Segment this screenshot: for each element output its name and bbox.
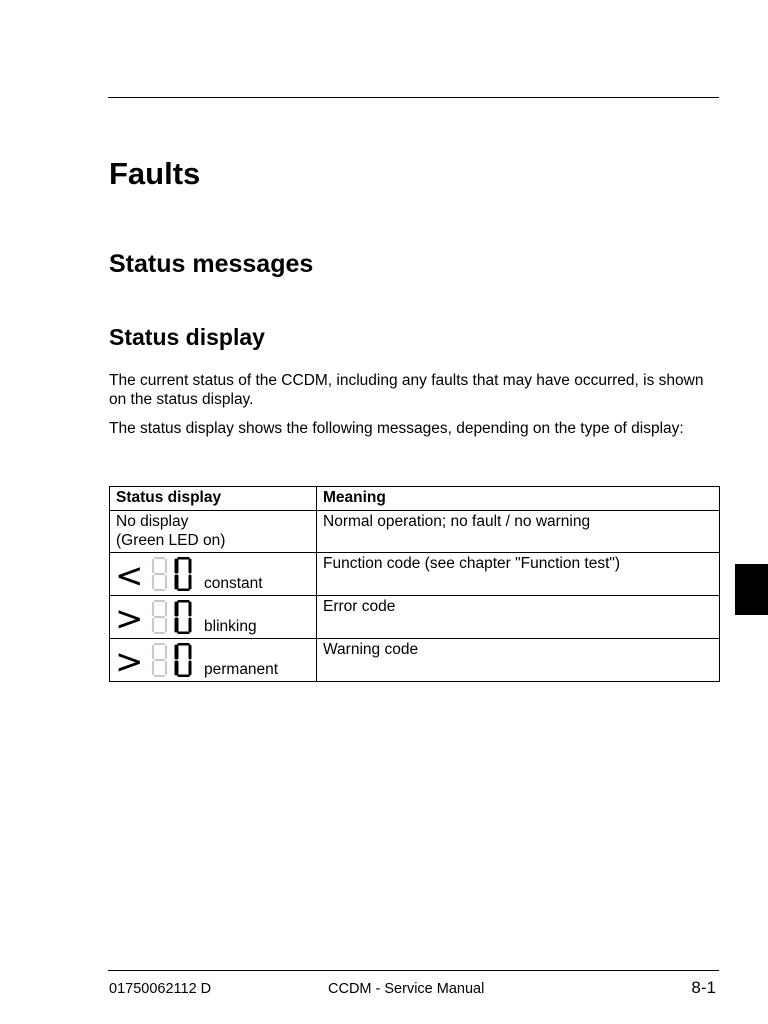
table-header-row <box>110 487 720 511</box>
intro-paragraph: The current status of the CCDM, including any faults that may have occurred, is shown on the status display. <box>109 372 704 408</box>
footer-doc-number: 01750062112 D <box>109 981 212 997</box>
status-cell <box>110 596 317 639</box>
seven-segment-display-icon <box>115 643 201 677</box>
status-cell <box>110 553 317 596</box>
seven-segment-display-icon <box>115 600 201 634</box>
table-row <box>110 553 720 596</box>
status-mode: permanent <box>204 661 279 678</box>
symbol-greater-than: > <box>115 643 144 677</box>
symbol-less-than: < <box>115 557 144 591</box>
table-row <box>110 639 720 682</box>
header-meaning: Meaning <box>317 487 720 511</box>
meaning-cell: Function code (see chapter "Function test") <box>317 553 720 596</box>
status-cell <box>110 511 317 553</box>
meaning-cell: Error code <box>317 596 720 639</box>
footer-manual-title: CCDM - Service Manual <box>328 981 485 997</box>
status-mode: blinking <box>204 618 257 635</box>
meaning-cell: Warning code <box>317 639 720 682</box>
chapter-title: Faults <box>109 156 201 191</box>
display-paragraph: The status display shows the following messages, depending on the type of display: <box>109 420 684 437</box>
section-title: Status messages <box>109 250 314 278</box>
status-table <box>109 486 720 682</box>
status-mode: constant <box>204 575 263 592</box>
table-row <box>110 511 720 553</box>
footer-page-number: 8-1 <box>691 978 716 997</box>
status-note: (Green LED on) <box>116 532 226 549</box>
header-status-display: Status display <box>110 487 317 511</box>
subsection-title: Status display <box>109 324 265 350</box>
header-rule <box>108 97 719 98</box>
table-row <box>110 596 720 639</box>
status-text: No display <box>116 513 189 530</box>
chapter-tab-marker <box>735 564 768 615</box>
seven-segment-display-icon <box>115 557 201 591</box>
status-cell <box>110 639 317 682</box>
footer-rule <box>108 970 719 971</box>
meaning-cell: Normal operation; no fault / no warning <box>317 511 720 553</box>
symbol-greater-than: > <box>115 600 144 634</box>
